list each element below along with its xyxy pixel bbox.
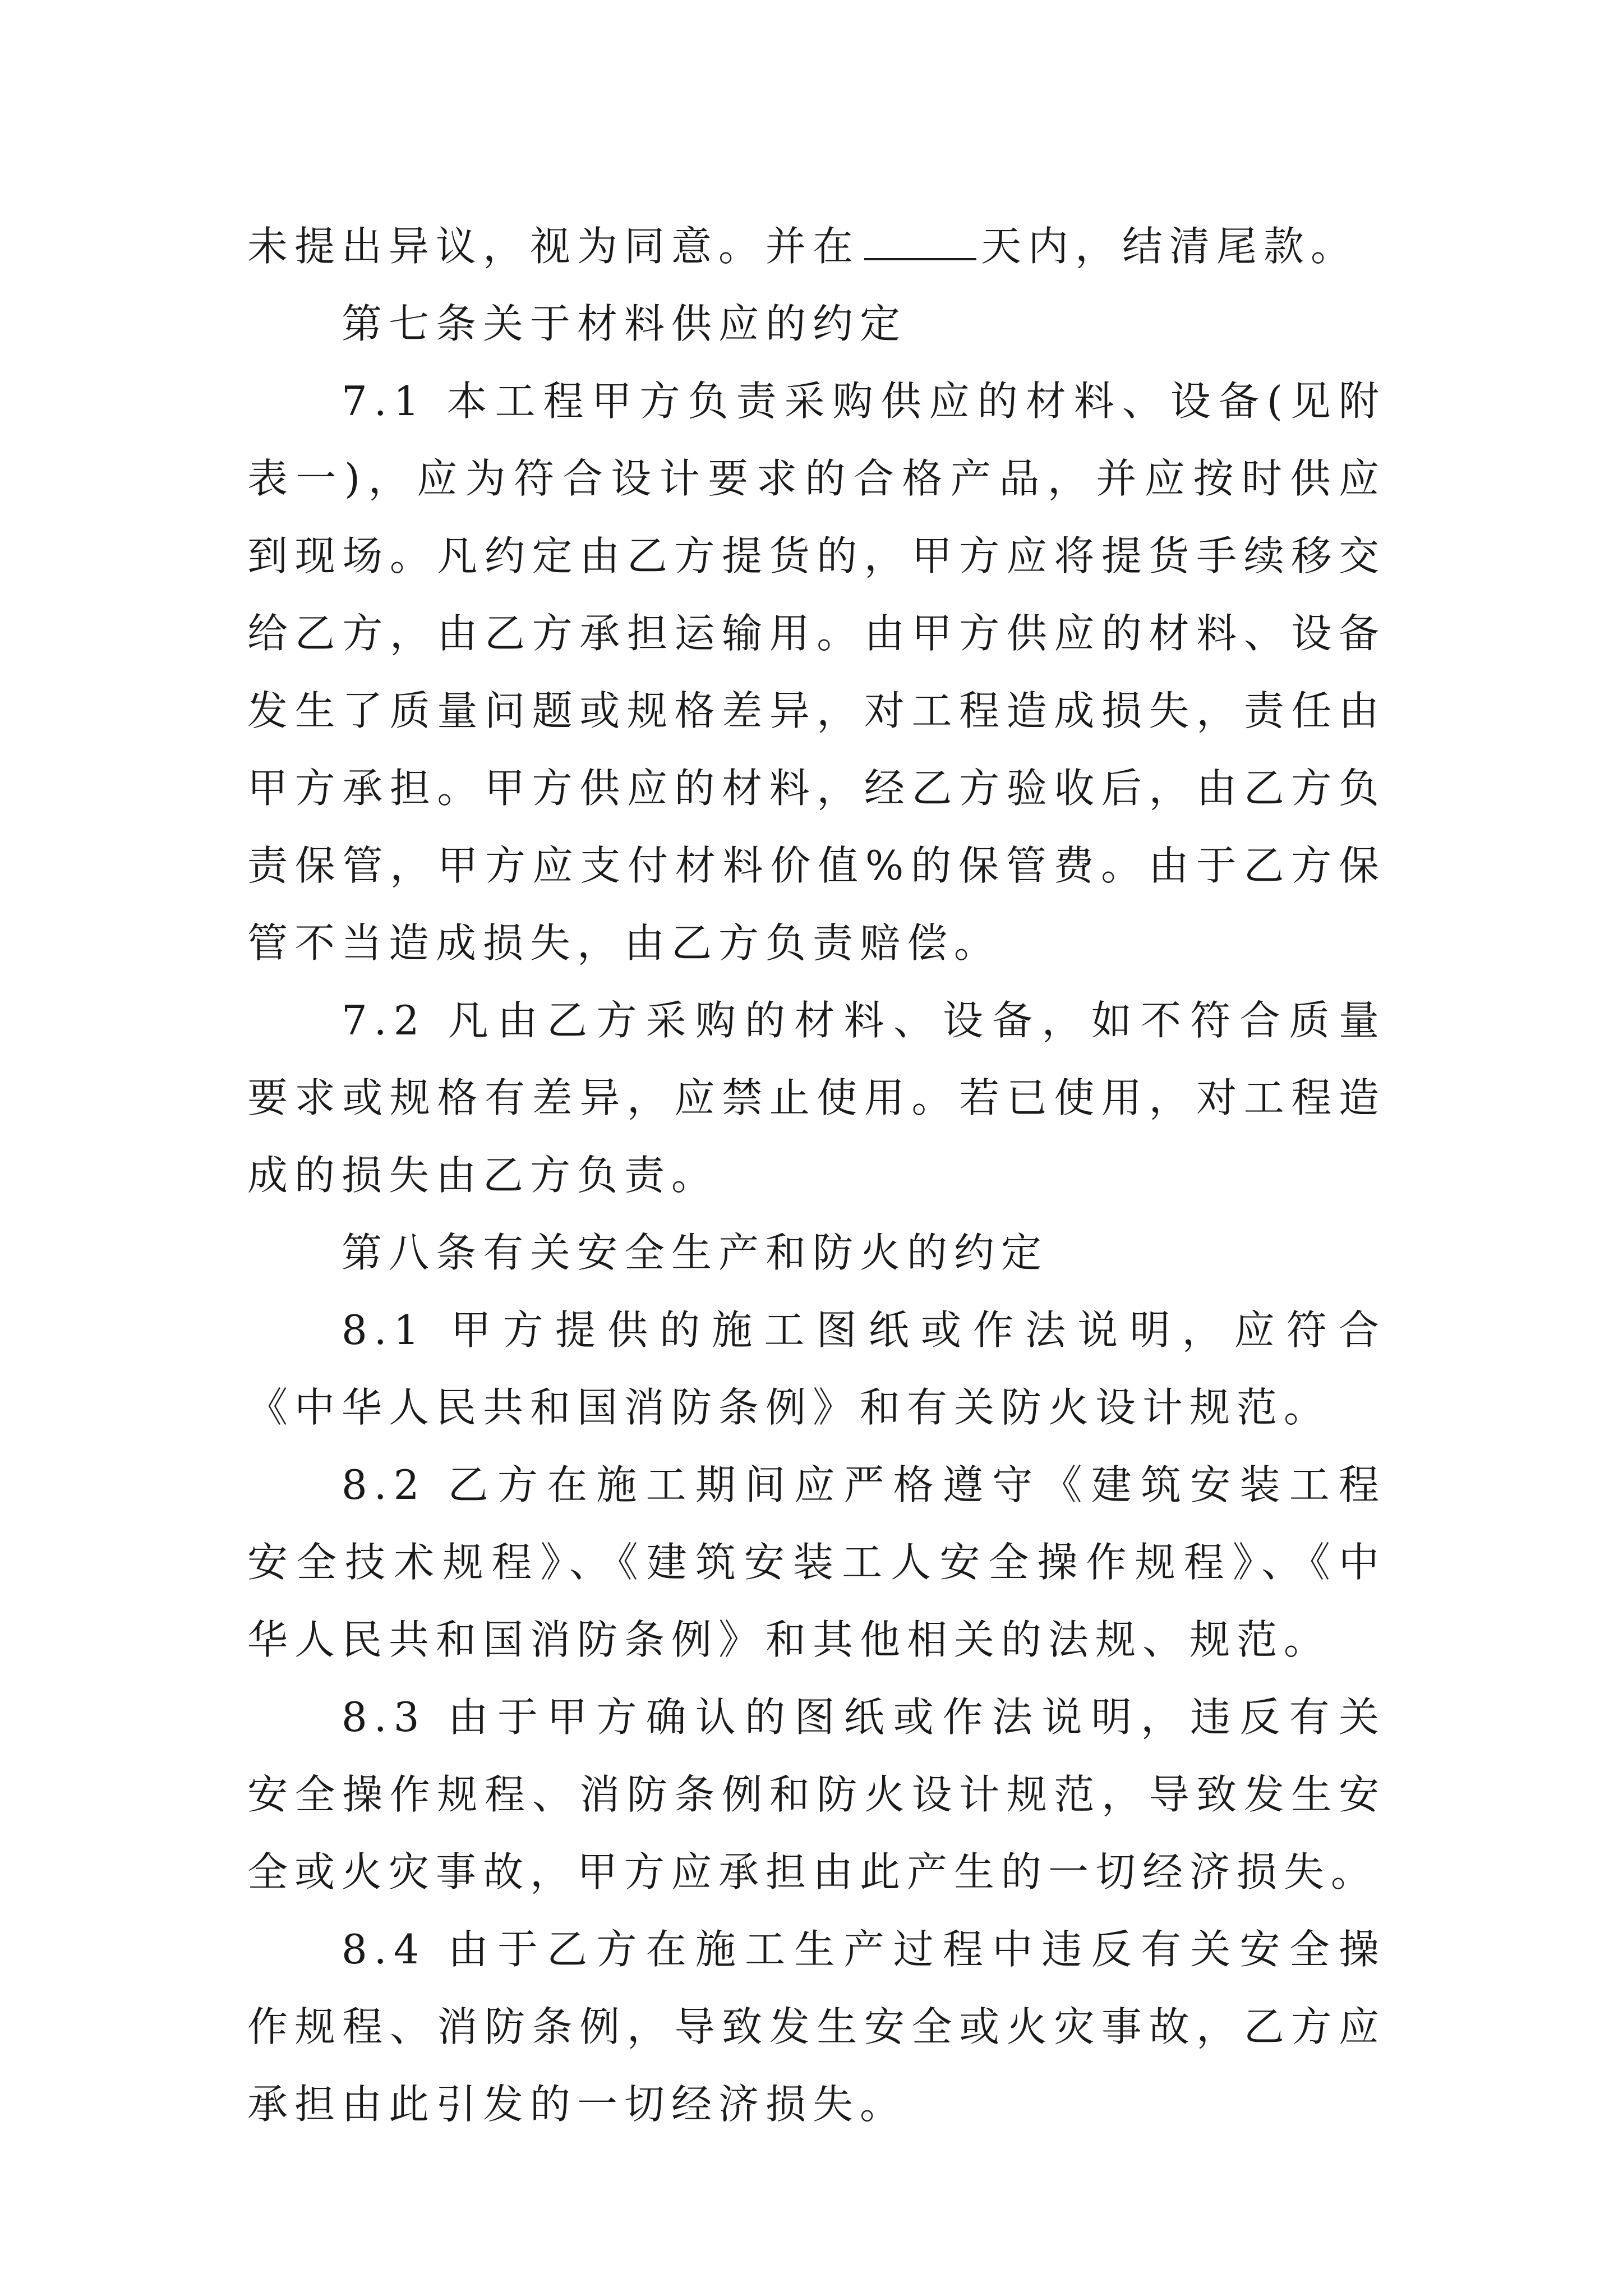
clause-8-1: 8.1 甲方提供的施工图纸或作法说明，应符合《中华人民共和国消防条例》和有关防火设计规范。 bbox=[247, 1306, 1386, 1431]
clause-7-1: 7.1 本工程甲方负责采购供应的材料、设备(见附表一)，应为符合设计要求的合格产品，并应按时供应到现场。凡约定由乙方提货的，甲方应将提货手续移交给乙方，由乙方承担运输用。由甲方供应的材料、设备发生了质量问题或规格差异，对工程造成损失，责任由甲方承担。甲方供应的材料，经乙方验收后，由乙方负责保管，甲方应支付材料价值%的保管费。由于乙方保管不当造成损失，由乙方负责赔偿。 bbox=[247, 378, 1386, 967]
article-8-heading: 第八条有关安全生产和防火的约定 bbox=[342, 1229, 1049, 1276]
clause-8-3: 8.3 由于甲方确认的图纸或作法说明，违反有关安全操作规程、消防条例和防火设计规范，导致发生安全或火灾事故，甲方应承担由此产生的一切经济损失。 bbox=[247, 1694, 1386, 1895]
continuation-text: 未提出异议，视为同意。并在 bbox=[247, 223, 860, 270]
clause-8-2: 8.2 乙方在施工期间应严格遵守《建筑安装工程安全技术规程》、《建筑安装工人安全操作规程》、《中华人民共和国消防条例》和其他相关的法规、规范。 bbox=[247, 1461, 1386, 1663]
document-body bbox=[247, 208, 1386, 2143]
continuation-text-end: 天内，结清尾款。 bbox=[981, 223, 1358, 270]
continuation-paragraph bbox=[247, 208, 1386, 285]
clause-7-2: 7.2 凡由乙方采购的材料、设备，如不符合质量要求或规格有差异，应禁止使用。若已使用，对工程造成的损失由乙方负责。 bbox=[247, 997, 1386, 1199]
article-7-heading: 第七条关于材料供应的约定 bbox=[342, 300, 907, 347]
clause-8-4: 8.4 由于乙方在施工生产过程中违反有关安全操作规程、消防条例，导致发生安全或火灾事故，乙方应承担由此引发的一切经济损失。 bbox=[247, 1926, 1386, 2128]
fill-in-blank bbox=[864, 226, 976, 260]
